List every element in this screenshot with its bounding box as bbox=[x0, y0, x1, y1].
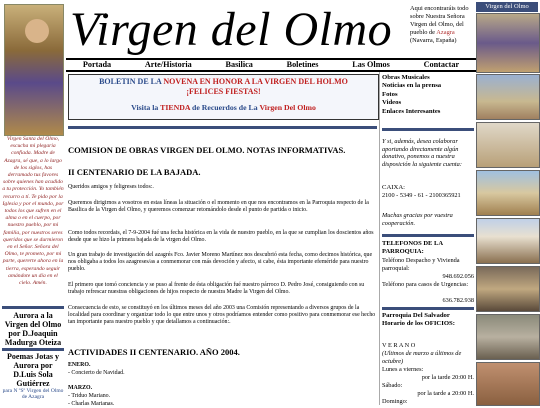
paragraph-6: Consecuencia de esto, se constituyó en los últimos meses del año 2003 una Comisión representando a diversos grupos de la localidad para coordinar y organizar todo lo que entre unos y otros podríamos entender como positivo para conmemorar ese hecho tan importante para nuestro pueblo y que detallamos a continuación:. bbox=[68, 305, 376, 326]
caixa-number: 2100 - 5349 - 61 - 2100365921 bbox=[382, 192, 461, 199]
left-separator bbox=[2, 306, 64, 309]
right-separator bbox=[382, 307, 474, 310]
aurora-link[interactable]: Aurora a la Virgen del Olmo por D.Joaquin Madurga Oteiza bbox=[4, 311, 62, 347]
domingo-label: Domingo: bbox=[382, 398, 408, 405]
azagra-link[interactable]: Azagra bbox=[436, 29, 455, 36]
link-fotos[interactable]: Fotos bbox=[382, 90, 398, 98]
actividades-heading: ACTIVIDADES II CENTENARIO. AÑO 2004. bbox=[68, 347, 240, 357]
phone1-label: Teléfono Despacho y Vivienda parroquial: bbox=[382, 257, 460, 272]
virgen-link[interactable]: Virgen Del Olmo bbox=[259, 103, 316, 112]
felices-fiestas: ¡FELICES FIESTAS! bbox=[186, 87, 261, 96]
interior-photo[interactable] bbox=[476, 314, 540, 360]
marzo-item: - Charlas Marianas. bbox=[68, 401, 115, 407]
site-title[interactable]: Virgen del Olmo bbox=[70, 3, 393, 56]
virgin-image-right[interactable] bbox=[476, 13, 540, 73]
right-image-caption: Virgen del Olmo bbox=[476, 2, 538, 12]
town-photo[interactable] bbox=[476, 170, 540, 216]
altar-photo[interactable] bbox=[476, 362, 540, 406]
hours-title: Parroquia Del Salvador Horario de los OFICIOS: bbox=[382, 312, 456, 328]
enero-item: - Concierto de Navidad. bbox=[68, 370, 125, 376]
header-intro: Aqui encontraráis todo sobre Nuestra Señora Virgen del Olmo, del pueblo de Azagra (Navarra, España) bbox=[410, 5, 469, 44]
link-obras-musicales[interactable]: Obras Musicales bbox=[382, 74, 430, 81]
tower-photo[interactable] bbox=[476, 218, 540, 264]
link-videos[interactable]: Videos bbox=[382, 99, 402, 107]
statue-face bbox=[25, 19, 49, 43]
donation-text: Y si, además, desea colaborar aportando directamente algún donativo, ponemos a nuestra disposición la siguiente cuenta: bbox=[382, 138, 462, 168]
tienda-link[interactable]: TIENDA bbox=[160, 103, 191, 112]
sabado-label: Sábado: bbox=[382, 382, 403, 389]
procession-photo[interactable] bbox=[476, 266, 540, 312]
marzo-label: MARZO. bbox=[68, 385, 93, 391]
poems-link[interactable]: Poemas Jotas y Aurora por D.Luis Sola Gutiérrez bbox=[7, 352, 59, 388]
poems-sub: para N ºSº Virgen del Olmo de Azagra bbox=[2, 388, 64, 401]
lunes-time: por la tarde 20:00 H. bbox=[421, 374, 474, 381]
left-separator bbox=[2, 348, 64, 351]
thanks-text: Muchas gracias por vuestra cooperación. bbox=[382, 212, 453, 228]
phone2-label: Teléfono para casos de Urgencias: bbox=[382, 281, 469, 288]
phones-title: TELEFONOS DE LA PARROQUIA: bbox=[382, 240, 443, 256]
center-separator bbox=[68, 126, 377, 129]
comision-heading: COMISION DE OBRAS VIRGEN DEL OLMO. NOTAS INFORMATIVAS. bbox=[68, 145, 346, 155]
enero-label: ENERO. bbox=[68, 362, 91, 368]
phone2-number: 636.782.938 bbox=[442, 297, 474, 304]
verano-label: V E R A N O bbox=[382, 342, 416, 349]
prayer-text: Virgen Santa del Olmo, escucha mi plegaria confiada. Madre de Azagra, sé que, a lo largo de los siglos, has derramado tus favores sobre quienes han acudido a tu protección. Yo también recurro a tí. Te pido por la Iglesia y por el mundo, por todos los que sufren en el alma o en el cuerpo, por nuestro pueblo, por mi familia, por nuestros seres queridos que se durmieron en el Señor. Señora del Olmo, te prometo, por mi parte, quererte ahora en la tierra, esperando seguir amándote un día en el cielo. Amén. bbox=[2, 136, 64, 287]
right-separator bbox=[382, 128, 474, 131]
virgin-statue-image bbox=[4, 4, 64, 136]
right-separator bbox=[382, 234, 474, 237]
basilica-photo[interactable] bbox=[476, 74, 540, 120]
column-divider bbox=[379, 72, 380, 405]
link-noticias-prensa[interactable]: Noticias en la prensa bbox=[382, 82, 442, 90]
verano-sub: (Ultimos de marzo a últimos de octubre) bbox=[382, 350, 462, 365]
paragraph-5: El primero que tomó conciencia y se puso al frente de ésta obligación fué nuestro párroco D. Pedro José, consiguiendo con su trabajo refrescar nuestras obligaciones de hijos respecto de nuestra Madre la Virgen del Olmo. bbox=[68, 282, 365, 296]
right-links bbox=[382, 74, 474, 116]
nav-portada[interactable]: Portada bbox=[82, 60, 112, 69]
paragraph-4: Un gran trabajo de investigación del azagrés Fco. Javier Moreno Martínez nos descubrió esta fecha, como decimos histórica, que nos obligaba a todos los azagreses/as a conmemorar con más devoción y afecto, si cabe, ésta importante efeméride para nuestro pueblo. bbox=[68, 252, 373, 273]
paragraph-2: Queremos dirigirnos a vosotros en estas líneas la situación o el momento en que nos encontramos en la Parroquia respecto de la Basilica de la Virgen del Olmo, y queremos comenzar retomándolo desde el punto de partida o inicio. bbox=[68, 200, 369, 214]
sabado-time: por la tarde a 20:00 H. bbox=[417, 390, 474, 397]
link-enlaces[interactable]: Enlaces Interesantes bbox=[382, 107, 441, 115]
nav-boletines[interactable]: Boletines bbox=[286, 60, 319, 69]
caixa-label: CAIXA: bbox=[382, 184, 406, 191]
paragraph-3: Como todos recordais, el 7-9-2004 fué una fecha histórica en la vida de nuestro pueblo, en la que se cumplian los doscientos años desde que se hizo la primera bajada de la virgen del Olmo. bbox=[68, 230, 374, 244]
novena-link[interactable]: NOVENA EN HONOR A LA VIRGEN DEL HOLMO bbox=[163, 77, 348, 86]
nav-contactar[interactable]: Contactar bbox=[423, 60, 460, 69]
boletin-box: BOLETIN DE LA NOVENA EN HONOR A LA VIRGEN DEL HOLMO ¡FELICES FIESTAS! Visita la TIENDA de Recuerdos de La Virgen Del Olmo bbox=[68, 74, 379, 120]
nav-arte-historia[interactable]: Arte/Historia bbox=[144, 60, 192, 69]
nav-basilica[interactable]: Basilica bbox=[225, 60, 253, 69]
paragraph-1: Queridos amigos y feligreses todos:. bbox=[68, 184, 154, 190]
phone1-number: 948.692.056 bbox=[442, 273, 474, 280]
centenario-heading: II CENTENARIO DE LA BAJADA. bbox=[68, 167, 201, 177]
nav-las-olmos[interactable]: Las Olmos bbox=[352, 60, 390, 69]
lunes-label: Lunes a viernes: bbox=[382, 366, 424, 373]
main-nav bbox=[66, 58, 476, 72]
marzo-item: - Triduo Mariano. bbox=[68, 393, 111, 399]
church-photo[interactable] bbox=[476, 122, 540, 168]
